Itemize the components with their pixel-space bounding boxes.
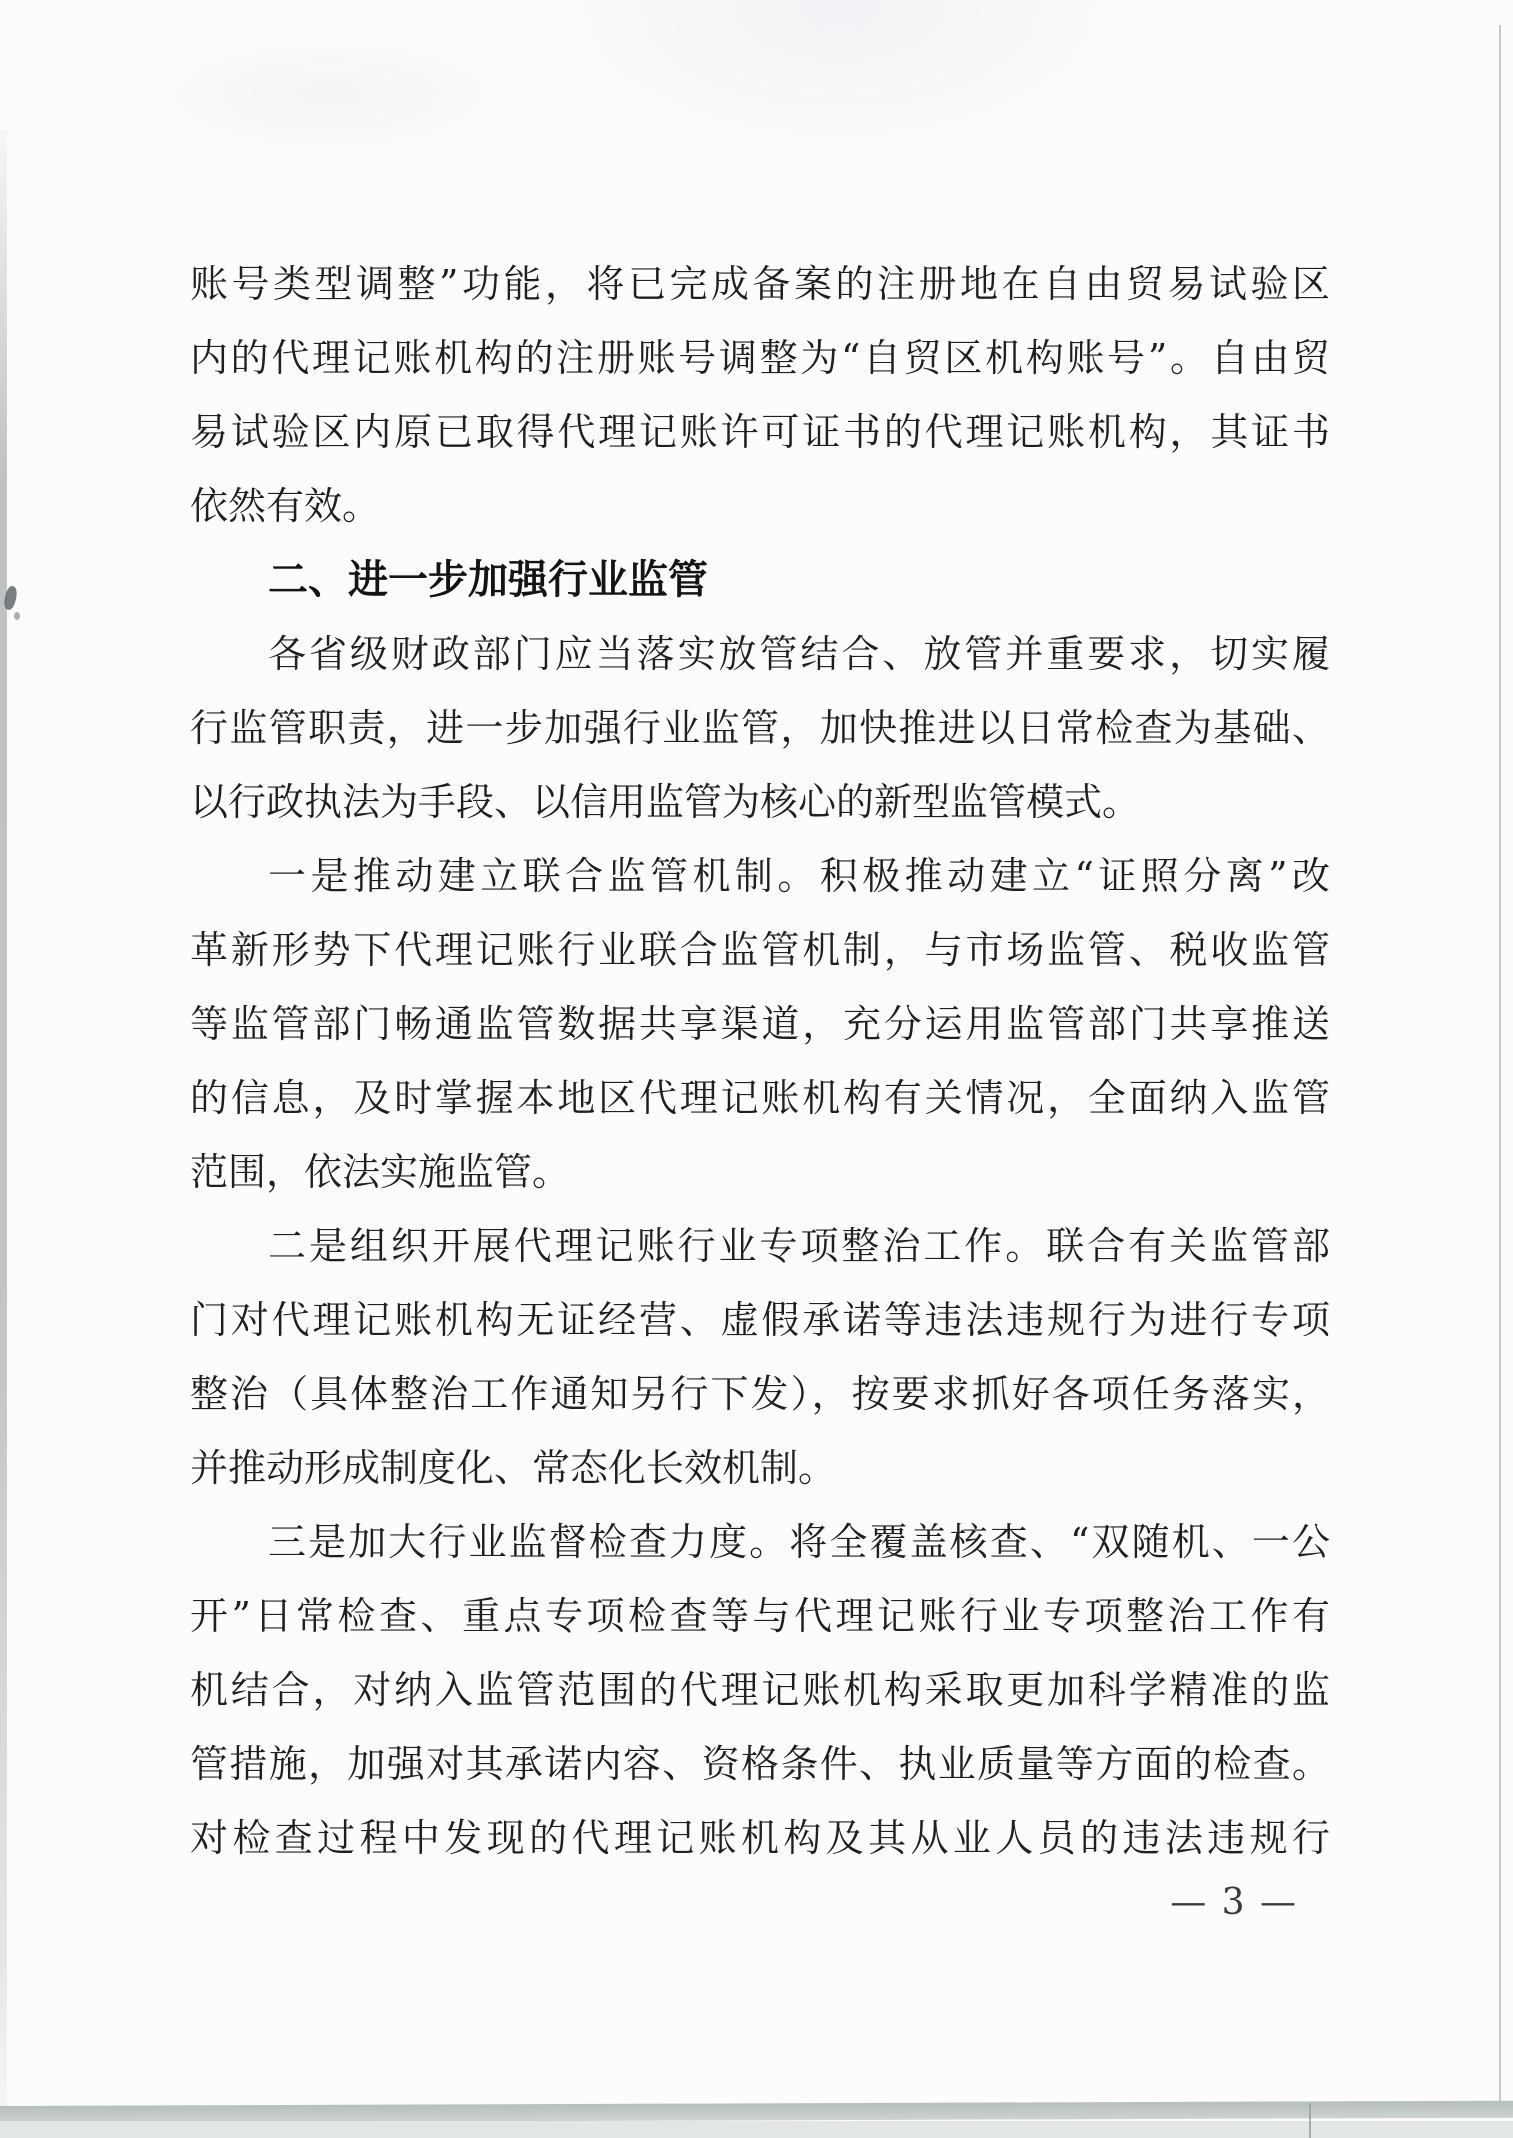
- body-text-line: 二是组织开展代理记账行业专项整治工作。联合有关监管部: [268, 1224, 1330, 1268]
- page-number: — 3 —: [1170, 1882, 1298, 1923]
- scan-smudge-top-left: [140, 30, 520, 160]
- section-heading: 二、进一步加强行业监管: [268, 557, 708, 603]
- body-text-line: 一是推动建立联合监管机制。积极推动建立“证照分离”改: [268, 854, 1330, 898]
- body-text-line: 门对代理记账机构无证经营、虚假承诺等违法违规行为进行专项: [190, 1298, 1330, 1342]
- body-text-line: 开”日常检查、重点专项检查等与代理记账行业专项整治工作有: [190, 1594, 1330, 1638]
- body-text-line: 依然有效。: [190, 484, 381, 528]
- body-text-line: 并推动形成制度化、常态化长效机制。: [190, 1446, 837, 1490]
- body-text-line: 各省级财政部门应当落实放管结合、放管并重要求，切实履: [268, 632, 1330, 676]
- body-text-line: 范围，依法实施监管。: [190, 1150, 571, 1194]
- scan-smudge-top-center: [540, 0, 1140, 160]
- body-text-line: 对检查过程中发现的代理记账机构及其从业人员的违法违规行: [190, 1816, 1330, 1860]
- document-lines: [190, 247, 1330, 1875]
- scan-ink-speck-small: [14, 612, 20, 620]
- body-text-line: 革新形势下代理记账行业联合监管机制，与市场监管、税收监管: [190, 928, 1330, 972]
- scan-right-page-edge: [1499, 25, 1501, 2115]
- body-text-line: 行监管职责，进一步加强行业监管，加快推进以日常检查为基础、: [190, 706, 1330, 750]
- scan-bottom-tick-line: [1309, 2103, 1311, 2138]
- body-text-line: 等监管部门畅通监管数据共享渠道，充分运用监管部门共享推送: [190, 1002, 1330, 1046]
- body-text-line: 易试验区内原已取得代理记账许可证书的代理记账机构，其证书: [190, 410, 1330, 454]
- body-text-line: 机结合，对纳入监管范围的代理记账机构采取更加科学精准的监: [190, 1668, 1330, 1712]
- scan-left-page-edge: [0, 130, 7, 2120]
- scan-bottom-scanner-bed: [0, 2121, 1513, 2138]
- body-text-line: 账号类型调整”功能，将已完成备案的注册地在自由贸易试验区: [190, 262, 1330, 306]
- body-text-line: 的信息，及时掌握本地区代理记账机构有关情况，全面纳入监管: [190, 1076, 1330, 1120]
- scan-bottom-paper-edge: [0, 2101, 1513, 2123]
- body-text-line: 三是加大行业监督检查力度。将全覆盖核查、“双随机、一公: [268, 1520, 1330, 1564]
- body-text-line: 以行政执法为手段、以信用监管为核心的新型监管模式。: [190, 780, 1141, 824]
- body-text-line: 内的代理记账机构的注册账号调整为“自贸区机构账号”。自由贸: [190, 336, 1330, 380]
- body-text-line: 管措施，加强对其承诺内容、资格条件、执业质量等方面的检查。: [190, 1742, 1330, 1786]
- body-text-line: 整治（具体整治工作通知另行下发），按要求抓好各项任务落实，: [190, 1372, 1330, 1416]
